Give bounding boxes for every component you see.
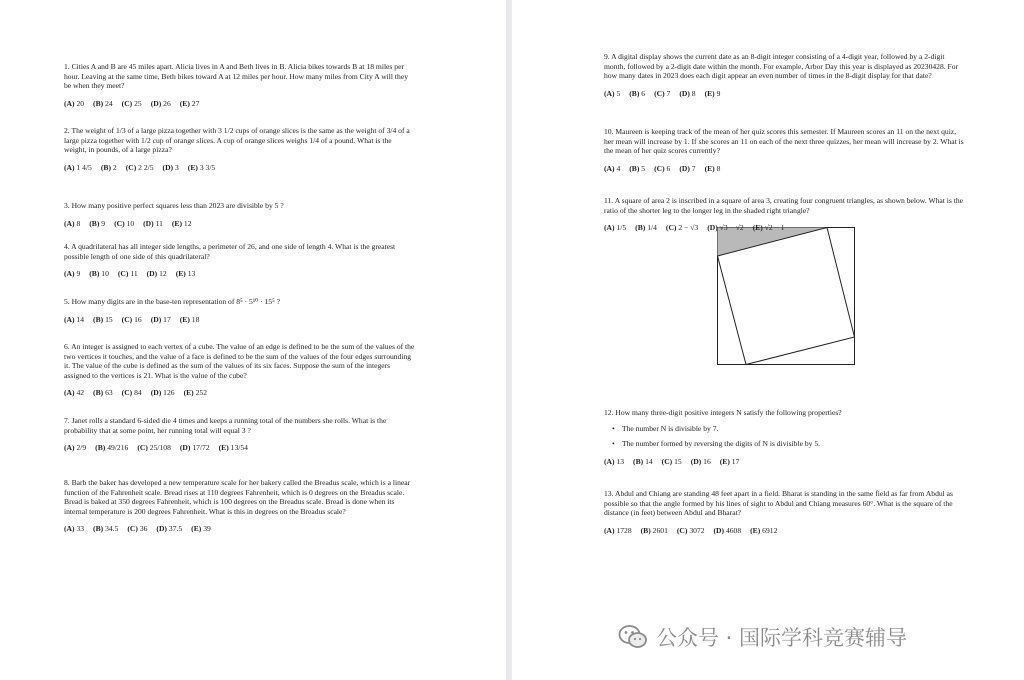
left-page	[0, 0, 506, 680]
choice-label: (A)	[64, 314, 75, 324]
choice-value: 39	[203, 524, 211, 534]
question-text: 2. The weight of 1/3 of a large pizza together with 3 1/2 cups of orange slices is the same as the weight of 3/4 of a large pizza together with 1/2 cup of orange slices. A cup of orange slices weighs 1/4 of a pound. What is the weight, in pounds, of a large pizza?	[64, 126, 410, 155]
choice-label: (A)	[64, 162, 75, 172]
choice-value: 2/9	[76, 443, 87, 453]
choice-value: 49/216	[107, 443, 129, 453]
choice-value: 5	[616, 88, 621, 98]
answer-choice	[654, 89, 670, 99]
answer-choice	[662, 457, 682, 467]
choice-label: (D)	[143, 218, 154, 228]
choice-value: 11	[130, 269, 138, 279]
answer-choice	[127, 524, 147, 534]
condition-item: • The number formed by reversing the digits of N is divisible by 5.	[622, 439, 964, 449]
answer-choices	[64, 388, 416, 398]
right-page	[512, 0, 1024, 680]
choice-label: (B)	[89, 269, 100, 279]
choice-label: (E)	[191, 524, 202, 534]
question-2	[64, 126, 416, 172]
choice-label: (B)	[640, 525, 651, 535]
choice-value: 84	[134, 388, 142, 398]
question-8	[64, 478, 416, 534]
answer-choice	[151, 99, 171, 109]
choice-value: √3 − √2	[719, 223, 744, 233]
answer-choice	[151, 388, 175, 398]
answer-choice	[666, 223, 698, 233]
question-3	[64, 201, 416, 228]
question-text: 1. Cities A and B are 45 miles apart. Alicia lives in A and Beth lives in B. Alicia bikes towards B at 18 miles per hour. Leaving at the same time, Beth bikes toward A at 12 miles per hour. How many miles from City A will they be when they meet?	[64, 62, 408, 91]
condition-item: • The number N is divisible by 7.	[622, 424, 964, 434]
answer-choices	[604, 164, 964, 174]
choice-label: (E)	[750, 525, 761, 535]
choice-label: (C)	[654, 88, 665, 98]
answer-choices	[604, 223, 964, 233]
choice-label: (D)	[679, 163, 690, 173]
choice-value: 10	[101, 269, 109, 279]
choice-value: 36	[139, 524, 148, 534]
choice-label: (E)	[704, 88, 715, 98]
choice-label: (E)	[179, 98, 190, 108]
answer-choice	[89, 219, 105, 229]
choice-value: 11	[155, 218, 163, 228]
answer-choice	[64, 315, 84, 325]
question-text: 12. How many three-digit positive integers N satisfy the following properties?	[604, 408, 842, 417]
answer-choices	[64, 219, 416, 229]
answer-choices	[64, 443, 416, 453]
question-12	[604, 408, 964, 466]
choice-value: 9	[101, 218, 106, 228]
choice-label: (B)	[629, 88, 640, 98]
choice-label: (C)	[121, 98, 133, 108]
question-9	[604, 52, 964, 98]
choice-value: 16	[703, 456, 711, 466]
answer-choice	[147, 269, 167, 279]
question-11	[604, 196, 964, 233]
choice-value: 3 3/5	[199, 162, 216, 172]
inscribed-square-figure	[717, 227, 855, 365]
choice-value: 1/5	[616, 223, 627, 233]
choice-value: 26	[163, 98, 171, 108]
choice-value: 8	[76, 218, 81, 228]
choice-value: 1728	[616, 525, 632, 535]
choice-label: (C)	[665, 223, 677, 233]
choice-label: (D)	[156, 524, 167, 534]
choice-value: 5	[641, 163, 646, 173]
answer-choice	[93, 99, 113, 109]
answer-choice	[677, 526, 705, 536]
choice-label: (D)	[713, 525, 725, 535]
choice-label: (C)	[114, 218, 125, 228]
answer-choice	[163, 163, 179, 173]
choice-label: (E)	[171, 218, 183, 228]
choice-label: (C)	[654, 163, 665, 173]
choice-label: (D)	[707, 223, 718, 233]
answer-choice	[64, 219, 80, 229]
answer-choice	[679, 89, 695, 99]
choice-value: 20	[76, 98, 85, 108]
answer-choice	[172, 219, 192, 229]
choice-label: (A)	[604, 223, 615, 233]
answer-choice	[64, 443, 86, 453]
choice-label: (A)	[64, 388, 75, 398]
choice-label: (A)	[64, 218, 75, 228]
choice-value: 15	[674, 456, 682, 466]
choice-label: (C)	[121, 314, 133, 324]
choice-value: 25/108	[149, 443, 171, 453]
answer-choice	[151, 315, 171, 325]
answer-choice	[604, 223, 626, 233]
choice-value: 17	[731, 456, 740, 466]
question-text: 6. An integer is assigned to each vertex of a cube. The value of an edge is defined to be the sum of the values of the two vertices it touches, and the value of a face is defined to be the sum of the values of the four edges surrounding it. The value of the cube is defined as the sum of the values of its six faces. Suppose the sum of the integers assigned to the vertices is 21. What is the value of the cube?	[64, 342, 415, 380]
answer-choice	[191, 524, 211, 534]
answer-choice	[101, 163, 117, 173]
choice-value: 14	[645, 456, 653, 466]
choice-value: 9	[76, 269, 81, 279]
answer-choices	[64, 524, 416, 534]
choice-label: (A)	[64, 443, 75, 453]
answer-choice	[750, 526, 777, 536]
choice-value: 24	[105, 98, 113, 108]
answer-choice	[118, 269, 138, 279]
choice-value: 13	[616, 456, 625, 466]
choice-value: 13/54	[230, 443, 248, 453]
choice-label: (D)	[146, 269, 158, 279]
answer-choice	[176, 269, 196, 279]
choice-label: (D)	[150, 388, 162, 398]
choice-label: (B)	[629, 163, 640, 173]
choice-label: (E)	[187, 162, 198, 172]
question-5	[64, 297, 416, 324]
choice-label: (D)	[690, 456, 702, 466]
choice-value: 14	[76, 314, 85, 324]
answer-choice	[122, 388, 142, 398]
answer-choice	[604, 526, 632, 536]
choice-label: (C)	[661, 456, 673, 466]
choice-value: 37.5	[168, 524, 183, 534]
choice-value: 2	[112, 162, 117, 172]
answer-choice	[64, 163, 92, 173]
question-10	[604, 127, 964, 173]
choice-label: (E)	[179, 314, 190, 324]
answer-choice	[95, 443, 128, 453]
choice-label: (B)	[100, 162, 111, 172]
choice-value: 3072	[689, 525, 705, 535]
choice-label: (E)	[218, 443, 229, 453]
answer-choices	[604, 89, 964, 99]
choice-value: 18	[191, 314, 200, 324]
choice-value: 27	[191, 98, 200, 108]
choice-label: (B)	[93, 98, 104, 108]
choice-label: (E)	[175, 269, 186, 279]
watermark	[618, 622, 907, 652]
answer-choice	[89, 269, 109, 279]
choice-label: (C)	[121, 388, 133, 398]
choice-value: √2 − 1	[764, 223, 785, 233]
choice-value: 6	[641, 88, 646, 98]
choice-value: 7	[691, 163, 696, 173]
choice-value: 2601	[652, 525, 668, 535]
answer-choice	[122, 99, 142, 109]
answer-choice	[126, 163, 154, 173]
answer-choice	[707, 223, 743, 233]
wechat-icon	[618, 624, 648, 650]
choice-value: 63	[105, 388, 113, 398]
answer-choice	[635, 223, 657, 233]
answer-choice	[633, 457, 653, 467]
answer-choices	[604, 526, 964, 536]
choice-value: 16	[134, 314, 142, 324]
choice-label: (C)	[117, 269, 129, 279]
choice-label: (A)	[64, 524, 75, 534]
choice-label: (D)	[150, 314, 162, 324]
answer-choice	[604, 89, 620, 99]
question-7	[64, 416, 416, 453]
choice-value: 12	[183, 218, 192, 228]
choice-value: 34.5	[105, 524, 119, 534]
question-text: 3. How many positive perfect squares less than 2023 are divisible by 5 ?	[64, 201, 284, 210]
answer-choices	[64, 163, 416, 173]
answer-choice	[679, 164, 695, 174]
question-text: 7. Janet rolls a standard 6-sided die 4 times and keeps a running total of the numbers she rolls. What is the probability that at some point, her running total will equal 3 ?	[64, 416, 387, 435]
choice-label: (D)	[162, 162, 174, 172]
answer-choice	[137, 443, 171, 453]
choice-label: (E)	[183, 388, 194, 398]
question-1	[64, 62, 416, 108]
answer-choice	[720, 457, 740, 467]
choice-value: 4	[616, 163, 621, 173]
choice-value: 2 − √3	[678, 223, 699, 233]
choice-label: (C)	[137, 443, 148, 453]
choice-value: 15	[105, 314, 113, 324]
answer-choice	[705, 89, 721, 99]
answer-choices	[604, 457, 964, 467]
answer-choice	[180, 315, 200, 325]
choice-label: (D)	[179, 443, 191, 453]
answer-choices	[64, 315, 416, 325]
choice-label: (A)	[604, 525, 615, 535]
choice-label: (A)	[604, 88, 615, 98]
question-text: 8. Barb the baker has developed a new temperature scale for her bakery called the Breadus scale, which is a linear function of the Fahrenheit scale. Bread rises at 110 degrees Fahrenheit, which is 0 degrees on the Breadus scale. Bread is baked at 350 degrees Fahrenheit, which is 100 degrees on the Breadus scale. Bread is done when its internal temperature is 200 degrees Fahrenheit. What is this in degrees on the Breadus scale?	[64, 478, 411, 516]
answer-choice	[93, 524, 118, 534]
answer-choice	[654, 164, 670, 174]
choice-value: 1/4	[647, 223, 657, 233]
answer-choice	[753, 223, 785, 233]
choice-value: 9	[716, 88, 721, 98]
choice-label: (D)	[150, 98, 162, 108]
choice-label: (B)	[93, 314, 104, 324]
condition-list	[604, 424, 964, 449]
choice-value: 126	[163, 388, 175, 398]
answer-choice	[156, 524, 182, 534]
choice-value: 1 4/5	[76, 162, 92, 172]
choice-value: 7	[666, 88, 671, 98]
answer-choice	[122, 315, 142, 325]
question-4	[64, 242, 416, 279]
choice-value: 252	[195, 388, 207, 398]
question-text: 11. A square of area 2 is inscribed in a square of area 3, creating four congruent triangles, as shown below. What is the ratio of the shorter leg to the longer leg in the shaded right triangle?	[604, 196, 964, 215]
answer-choice	[64, 269, 80, 279]
choice-value: 42	[76, 388, 85, 398]
choice-label: (E)	[752, 223, 763, 233]
choice-value: 8	[716, 163, 721, 173]
answer-choice	[188, 163, 215, 173]
choice-value: 4608	[725, 525, 742, 535]
question-6	[64, 342, 416, 398]
answer-choice	[714, 526, 742, 536]
watermark-text: 公众号 · 国际学科竞赛辅导	[656, 626, 908, 650]
choice-label: (E)	[704, 163, 715, 173]
question-13	[604, 489, 964, 535]
choice-value: 6	[666, 163, 671, 173]
answer-choice	[184, 388, 207, 398]
choice-label: (E)	[719, 456, 730, 466]
answer-choice	[705, 164, 721, 174]
choice-value: 6912	[762, 525, 778, 535]
choice-label: (A)	[64, 98, 75, 108]
choice-value: 12	[159, 269, 167, 279]
choice-label: (C)	[125, 162, 137, 172]
question-text: 5. How many digits are in the base-ten representation of 8⁵ · 5¹⁰ · 15⁵ ?	[64, 297, 281, 306]
choice-label: (B)	[635, 223, 646, 233]
question-text: 9. A digital display shows the current date as an 8-digit integer consisting of a 4-digit year, followed by a 2-digit month, followed by a 2-digit date within the month. For example, Arbor Day this year is displayed as 20230428. For how many dates in 2023 does each digit appear an even number of times in the 8-digit display for that date?	[604, 52, 959, 81]
answer-choice	[64, 99, 84, 109]
answer-choice	[629, 89, 645, 99]
question-text: 4. A quadrilateral has all integer side lengths, a perimeter of 26, and one side of length 4. What is the greatest possible length of one side of this quadrilateral?	[64, 242, 396, 261]
choice-value: 13	[187, 269, 196, 279]
choice-label: (B)	[93, 388, 104, 398]
answer-choices	[64, 99, 416, 109]
choice-label: (B)	[93, 524, 104, 534]
answer-choices	[64, 269, 416, 279]
choice-value: 25	[134, 98, 142, 108]
answer-choice	[114, 219, 134, 229]
answer-choice	[93, 388, 113, 398]
answer-choice	[641, 526, 668, 536]
answer-choice	[629, 164, 645, 174]
answer-choice	[143, 219, 163, 229]
answer-choice	[604, 164, 620, 174]
question-text: 10. Maureen is keeping track of the mean of her quiz scores this semester. If Maureen scores an 11 on the next quiz, her mean will increase by 1. If she scores an 11 on each of the next three quizzes, her mean will increase by 2. What is the mean of her quiz scores currently?	[604, 127, 964, 156]
choice-value: 33	[76, 524, 85, 534]
choice-label: (B)	[633, 456, 644, 466]
choice-label: (B)	[89, 218, 100, 228]
choice-label: (D)	[679, 88, 690, 98]
answer-choice	[180, 99, 200, 109]
choice-value: 8	[691, 88, 696, 98]
choice-label: (B)	[95, 443, 106, 453]
answer-choice	[64, 524, 84, 534]
choice-value: 17/72	[192, 443, 210, 453]
choice-label: (C)	[676, 525, 688, 535]
question-text: 13. Abdul and Chiang are standing 48 feet apart in a field. Bharat is standing in the same field as far from Abdul as possible so that the angle formed by his lines of sight to Abdul and Chiang measures 60°. What is the square of the distance (in feet) between Abdul and Bharat?	[604, 489, 954, 518]
choice-value: 17	[163, 314, 171, 324]
choice-value: 10	[126, 218, 135, 228]
answer-choice	[64, 388, 84, 398]
answer-choice	[604, 457, 624, 467]
choice-label: (A)	[604, 456, 615, 466]
answer-choice	[93, 315, 113, 325]
choice-label: (A)	[64, 269, 75, 279]
answer-choice	[691, 457, 711, 467]
choice-value: 2 2/5	[138, 162, 154, 172]
choice-label: (A)	[604, 163, 615, 173]
choice-value: 3	[175, 162, 179, 172]
answer-choice	[180, 443, 210, 453]
answer-choice	[219, 443, 248, 453]
choice-label: (C)	[127, 524, 138, 534]
